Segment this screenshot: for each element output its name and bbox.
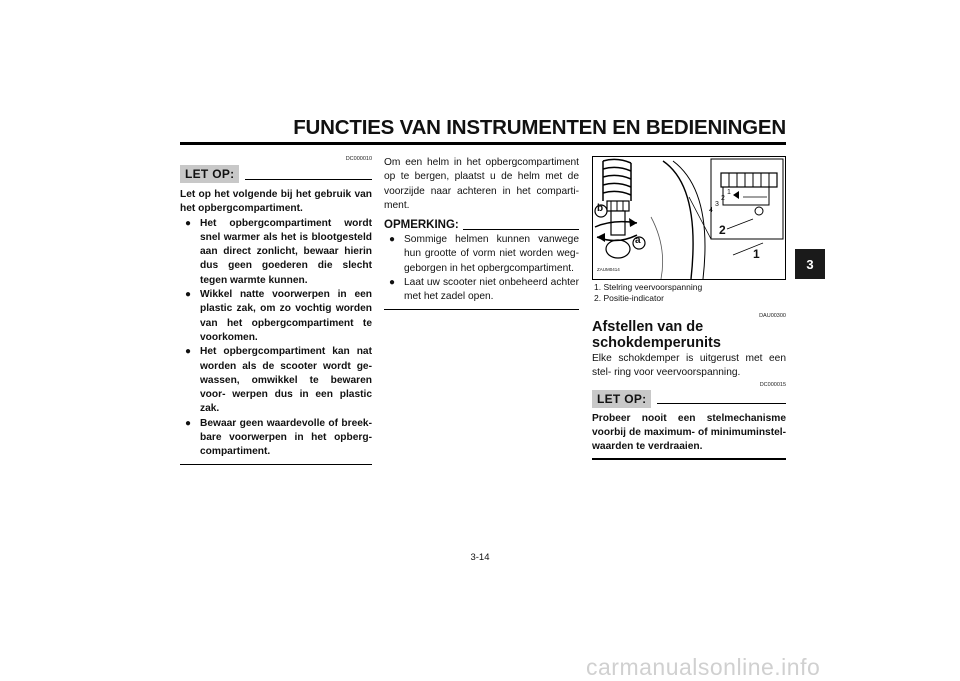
caution-item: ● Het opbergcompartiment wordt snel warmer als het is blootgesteld aan direct zonlicht, bewaar hierin dus geen goederen die slecht tegen warmte kunnen. [180,217,372,288]
caution-header [180,165,372,183]
caution-text-2: Probeer nooit een stelmechanisme voorbij de maximum- of minimuminstel- waarden te verdraaien. [592,412,786,453]
note-header [384,219,579,231]
figure-scale-2: 2 [721,195,725,202]
caution-end-rule [180,464,372,466]
note-item: ● Sommige helmen kunnen vanwege hun grootte of vorm niet worden weg- geborgen in het opbergcompartiment. [384,233,579,276]
note-item: ● Laat uw scooter niet onbeheerd achter met het zadel open. [384,276,579,305]
caution-list [180,217,372,460]
middle-column [384,156,579,310]
section-code: DAU00300 [759,313,786,319]
figure-callout-1: 1 [753,247,760,261]
caution-code: DC000010 [345,156,372,162]
page-number: 3-14 [470,552,490,563]
left-column [180,156,372,465]
watermark: carmanualsonline.info [586,654,821,680]
caution-end-rule-2 [592,458,786,460]
figure-callout-2: 2 [719,223,726,237]
figure-caption-1: 1. Stelring veervoorspanning [594,282,703,292]
caution-label: LET OP: [180,165,239,183]
note-label: OPMERKING: [384,219,459,232]
header-rule [180,142,786,145]
figure-caption-2: 2. Positie-indicator [594,293,664,303]
page-header-title: FUNCTIES VAN INSTRUMENTEN EN BEDIENINGEN [293,116,786,139]
figure-scale-3: 3 [715,201,719,208]
caution-item: ● Wikkel natte voorwerpen in een plastic zak, om zo vochtig worden van het opbergcompartiment te voorkomen. [180,288,372,345]
caution-intro: Let op het volgende bij het gebruik van het opbergcompartiment. [180,189,372,215]
shock-absorber-figure [592,156,786,280]
section-paragraph: Elke schokdemper is uitgerust met een stel- ring voor veervoorspanning. [592,353,786,379]
right-column [592,156,786,460]
chapter-tab: 3 [795,249,825,279]
note-end-rule [384,309,579,310]
caution-header-2 [592,390,786,408]
helmet-paragraph: Om een helm in het opbergcompartiment op te bergen, plaatst u de helm met de voorzijde naar achteren in het comparti- ment. [384,157,579,211]
figure-code: ZAUM0414 [597,267,620,272]
caution-code-2: DC000015 [759,381,786,388]
caution-rule [245,179,372,180]
figure-scale-1: 1 [727,189,731,196]
figure-scale-4: 4 [709,207,713,214]
caution-item: ● Het opbergcompartiment kan nat worden als de scooter wordt ge- wassen, omwikkel te bewaren voor- werpen dus in een plastic zak. [180,345,372,416]
note-list [384,233,579,304]
figure-label-a: a [635,235,641,246]
caution-item: ● Bewaar geen waardevolle of breek- bare voorwerpen in het opberg- compartiment. [180,417,372,460]
figure-label-b: b [597,203,604,214]
caution-label-2: LET OP: [592,390,651,408]
note-rule [463,229,579,230]
section-heading: Afstellen van de schokdemperunits [592,319,721,351]
caution-rule-2 [657,403,786,404]
